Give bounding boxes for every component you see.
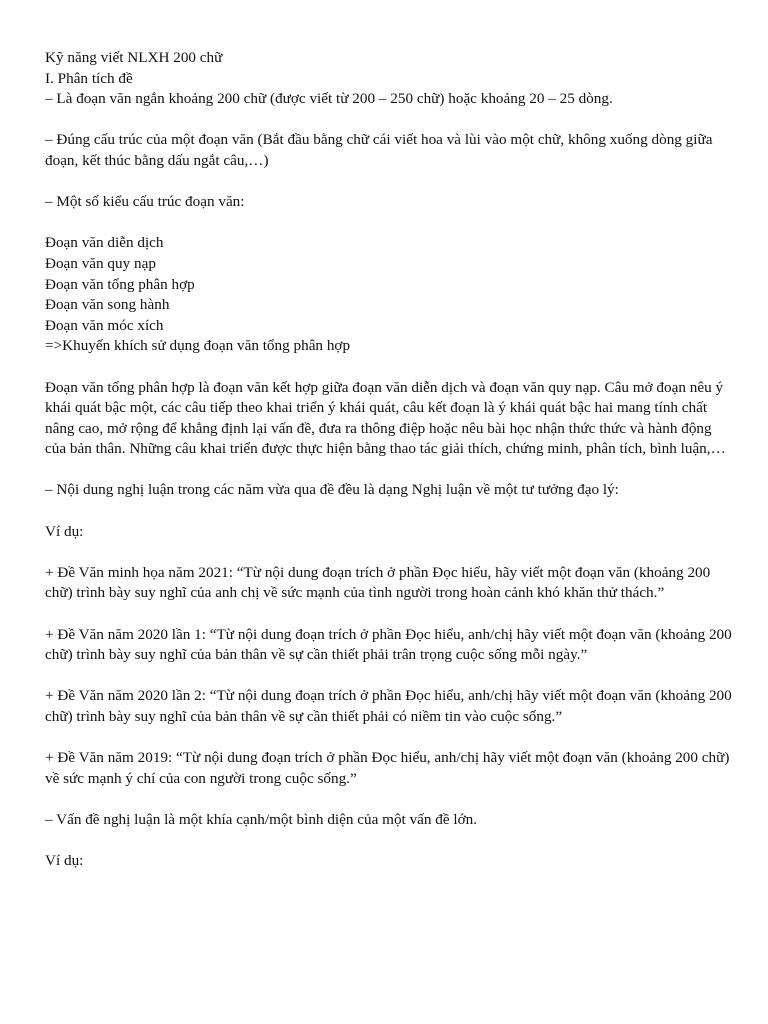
document-page <box>45 48 735 872</box>
section-heading: I. Phân tích đề <box>45 69 133 87</box>
paragraph-structure: – Đúng cấu trúc của một đoạn văn (Bắt đầu bằng chữ cái viết hoa và lùi vào một chữ, không xuống dòng giữa đoạn, kết thúc bằng dấu ngắt câu,…) <box>45 131 713 169</box>
paragraph-issue-aspect: – Vấn đề nghị luận là một khía cạnh/một bình diện của một vấn đề lớn. <box>45 810 478 828</box>
example-item: + Đề Văn năm 2020 lần 1: “Từ nội dung đoạn trích ở phần Đọc hiểu, anh/chị hãy viết một đoạn văn (khoảng 200 chữ) trình bày suy nghĩ của bản thân về sự cần thiết phải trân trọng cuộc sống mỗi ngày.” <box>45 625 732 664</box>
example-item: + Đề Văn minh họa năm 2021: “Từ nội dung đoạn trích ở phần Đọc hiểu, hãy viết một đoạn văn (khoảng 200 chữ) trình bày suy nghĩ của anh chị về sức mạnh của tình người trong hoàn cảnh khó khăn thử thách.” <box>45 563 711 602</box>
document-title: Kỹ năng viết NLXH 200 chữ <box>45 49 223 66</box>
structure-type-item: Đoạn văn quy nạp <box>45 254 156 272</box>
structure-type-item: Đoạn văn tổng phân hợp <box>45 275 195 293</box>
paragraph-content-type: – Nội dung nghị luận trong các năm vừa qua đề đều là dạng Nghị luận về một tư tưởng đạo lý: <box>45 481 619 499</box>
structure-type-item: Đoạn văn diễn dịch <box>45 234 164 252</box>
example-item: + Đề Văn năm 2019: “Từ nội dung đoạn trích ở phần Đọc hiểu, anh/chị hãy viết một đoạn văn (khoảng 200 chữ) về sức mạnh ý chí của con người trong cuộc sống.” <box>45 749 730 787</box>
example-item: + Đề Văn năm 2020 lần 2: “Từ nội dung đoạn trích ở phần Đọc hiểu, anh/chị hãy viết một đoạn văn (khoảng 200 chữ) trình bày suy nghĩ của bản thân về sự cần thiết phải có niềm tin vào cuộc sống.” <box>45 687 732 725</box>
paragraph-length: – Là đoạn văn ngắn khoảng 200 chữ (được viết từ 200 – 250 chữ) hoặc khoảng 20 – 25 dòng. <box>45 90 613 108</box>
example-label: Ví dụ: <box>45 522 84 540</box>
example-label: Ví dụ: <box>45 852 84 870</box>
paragraph-structure-types-intro: – Một số kiểu cấu trúc đoạn văn: <box>45 193 245 211</box>
paragraph-tong-phan-hop: Đoạn văn tổng phân hợp là đoạn văn kết hợp giữa đoạn văn diễn dịch và đoạn văn quy nạp. Câu mở đoạn nêu ý khái quát bậc một, các câu tiếp theo khai triển ý khái quát, câu kết đoạn là ý khái quát bậc hai mang tính chất nâng cao, mở rộng để khẳng định lại vấn đề, đưa ra thông điệp hoặc nêu bài học nhận thức thức và hành động của bản thân. Những câu khai triển được thực hiện bằng thao tác giải thích, chứng minh, phân tích, bình luận,… <box>45 378 726 458</box>
structure-type-item: Đoạn văn song hành <box>45 296 170 314</box>
recommendation: =>Khuyến khích sử dụng đoạn văn tổng phân hợp <box>45 337 351 355</box>
structure-type-item: Đoạn văn móc xích <box>45 316 164 334</box>
